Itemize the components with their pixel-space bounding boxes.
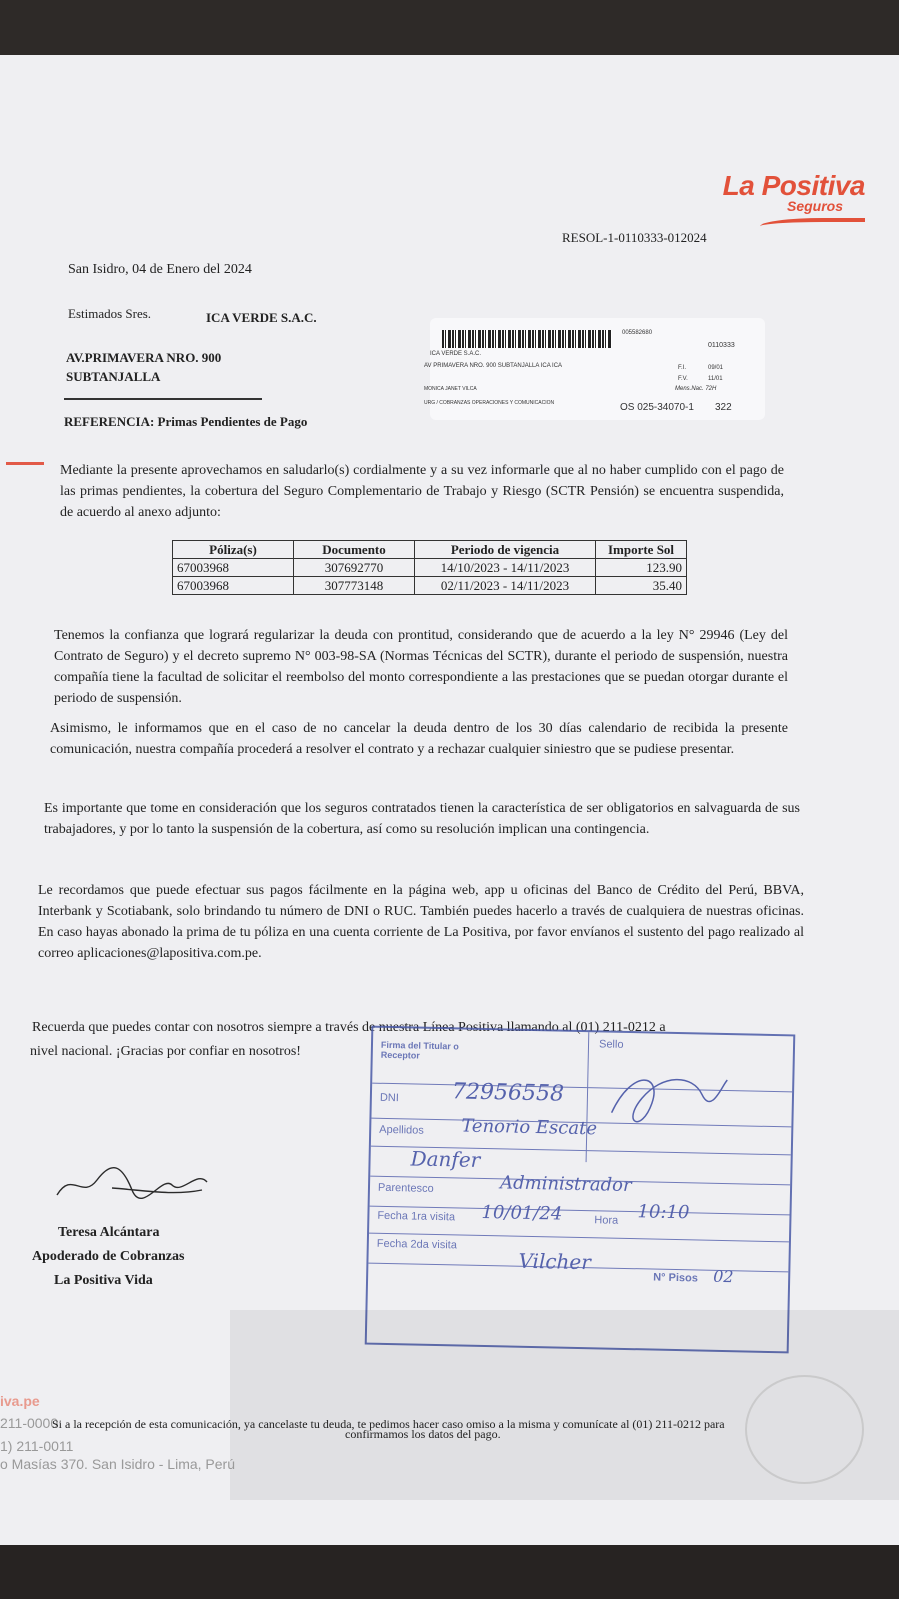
barcode-icon (442, 330, 612, 348)
paragraph-6b: nivel nacional. ¡Gracias por confiar en nosotros! (30, 1044, 301, 1059)
salutation: Estimados Sres. (68, 306, 152, 321)
policy-table (172, 540, 687, 595)
stamp-hora-value: 10:10 (637, 1201, 690, 1224)
signatory-company: La Positiva Vida (54, 1273, 153, 1288)
paragraph-5: Le recordamos que puede efectuar sus pagos fácilmente en la página web, app u oficinas del Banco de Crédito del Perú, BBVA, Interbank y Scotiabank, solo brindando tu número de DNI o RUC. También puedes hacerlo a través de cualquiera de nuestras oficinas. En caso hayas abonado la prima de tu póliza en una cuenta corriente de La Positiva, por favor envíanos el sustento del pago realizado al correo aplicaciones@lapositiva.com.pe. (38, 883, 804, 961)
stamp-piso-value: 02 (713, 1266, 734, 1287)
label-barcode-code: 0110333 (708, 342, 735, 349)
stamp-apellidos-label: Apellidos (379, 1123, 424, 1137)
paragraph-4: Es importante que tome en consideración que los seguros contratados tienen la característica de ser obligatorios en salvaguarda de sus trabajadores, y por lo tanto la suspensión de la cobertura, así como su resolución implican una contingencia. (44, 801, 800, 837)
table-header: Póliza(s) (173, 541, 294, 559)
table-cell: 14/10/2023 - 14/11/2023 (415, 559, 596, 577)
table-cell: 35.40 (596, 577, 687, 595)
stamp-divider (586, 1032, 590, 1162)
label-small-code: 005582680 (622, 330, 653, 336)
table-surface (0, 0, 899, 62)
table-cell: 307773148 (294, 577, 415, 595)
label-contact: MONICA JANET VILCA (424, 386, 477, 392)
stamp-dni-label: DNI (379, 1091, 399, 1105)
stamp-parentesco-label: Parentesco (377, 1181, 434, 1195)
footer-web: iva.pe (0, 1393, 40, 1409)
label-address: AV PRIMAVERA NRO. 900 SUBTANJALLA ICA ICA (424, 363, 563, 369)
label-dept: URG / COBRANZAS OPERACIONES Y COMUNICACION (424, 400, 555, 406)
stamp-signature-icon (601, 1062, 732, 1135)
mailing-label (424, 318, 765, 420)
stamp-dni-value: 72956558 (451, 1079, 565, 1107)
table-cell: 67003968 (173, 559, 294, 577)
stamp-fecha2-label: Fecha 2da visita (376, 1237, 458, 1252)
label-os: OS 025-34070-1 (620, 402, 694, 413)
table-cell: 02/11/2023 - 14/11/2023 (415, 577, 596, 595)
stamp-fecha1-value: 10/01/24 (481, 1201, 563, 1225)
award-seal-icon (745, 1375, 864, 1484)
paragraph-6a: Recuerda que puedes contar con nosotros siempre a través de nuestra Línea Positiva llamando al (01) 211-0212 a (32, 1020, 666, 1035)
stamp-piso-label: N° Pisos (653, 1271, 699, 1285)
table-cell: 307692770 (294, 559, 415, 577)
table-row (173, 577, 687, 595)
label-fv: 11/01 (708, 376, 723, 382)
footer-note-2: confirmamos los datos del pago. (345, 1427, 501, 1441)
date-line: San Isidro, 04 de Enero del 2024 (68, 262, 252, 277)
table-cell: 67003968 (173, 577, 294, 595)
divider (64, 398, 262, 400)
reference-label: REFERENCIA: Primas Pendientes de Pago (64, 414, 308, 429)
margin-mark (6, 462, 44, 465)
table-surface-bottom (0, 1545, 899, 1599)
address-line-2: SUBTANJALLA (66, 369, 161, 384)
stamp-fecha1-label: Fecha 1ra visita (377, 1209, 456, 1224)
table-cell: 123.90 (596, 559, 687, 577)
table-header: Documento (294, 541, 415, 559)
stamp-sello: Sello (598, 1038, 624, 1051)
address-line-1: AV.PRIMAVERA NRO. 900 (66, 350, 222, 365)
logo-swoosh-icon (760, 218, 865, 232)
stamp-nombre-value: Danfer (410, 1146, 481, 1172)
company-logo (690, 170, 865, 214)
company-name: ICA VERDE S.A.C. (206, 310, 317, 325)
signatory-name: Teresa Alcántara (58, 1225, 160, 1240)
table-header: Periodo de vigencia (415, 541, 596, 559)
reference-code: RESOL-1-0110333-012024 (562, 230, 707, 245)
table-header: Importe Sol (596, 541, 687, 559)
table-row (173, 559, 687, 577)
label-fi-label: F.I. (678, 365, 687, 371)
label-courier: Mens.Nac. 72H (675, 386, 717, 392)
footer-note-1: Si a la recepción de esta comunicación, ya cancelaste tu deuda, te pedimos hacer caso omiso a la misma y comunícate al (01) 211-0212 para (52, 1417, 725, 1431)
stamp-firma-value: Vilcher (518, 1248, 592, 1275)
footer-phone-2: 1) 211-0011 (0, 1438, 74, 1454)
footer-phone-1: 211-0000 (0, 1415, 59, 1431)
logo-sub: Seguros (786, 198, 843, 214)
logo-name: La Positiva (722, 170, 865, 201)
label-fi: 09/01 (708, 365, 724, 371)
stamp-hora-label: Hora (594, 1214, 619, 1227)
paragraph-1: Mediante la presente aprovechamos en saludarlo(s) cordialmente y a su vez informarle que al no haber cumplido con el pago de las primas pendientes, la cobertura del Seguro Complementario de Trabajo y Riesgo (SCTR Pensión) se encuentra suspendida, de acuerdo al anexo adjunto: (60, 463, 784, 520)
paragraph-3: Asimismo, le informamos que en el caso de no cancelar la deuda dentro de los 30 días calendario de recibida la presente comunicación, nuestra compañía procederá a resolver el contrato y a rechazar cualquier siniestro que se pudiese presentar. (50, 721, 788, 757)
stamp-header: Firma del Titular o Receptor (380, 1039, 459, 1061)
footer-address: o Masías 370. San Isidro - Lima, Perú (0, 1456, 235, 1472)
signatory-role: Apoderado de Cobranzas (32, 1249, 185, 1264)
stamp-parentesco-value: Administrador (499, 1172, 632, 1197)
stamp-apellidos-value: Tenorio Escate (461, 1115, 598, 1140)
table-header-row (173, 541, 687, 559)
receipt-stamp (365, 1026, 796, 1354)
signature-icon (52, 1160, 212, 1205)
paragraph-2: Tenemos la confianza que logrará regularizar la deuda con prontitud, considerando que de acuerdo a la ley N° 29946 (Ley del Contrato de Seguro) y el decreto supremo N° 003-98-SA (Normas Técnicas del SCTR), durante el periodo de suspensión, nuestra compañía tiene la facultad de solicitar el reembolso del monto correspondiente a las prestaciones que se puedan otorgar durante el periodo de suspensión. (54, 628, 788, 706)
label-company: ICA VERDE S.A.C. (430, 351, 482, 357)
label-num: 322 (715, 402, 732, 413)
label-fv-label: F.V. (678, 376, 688, 382)
